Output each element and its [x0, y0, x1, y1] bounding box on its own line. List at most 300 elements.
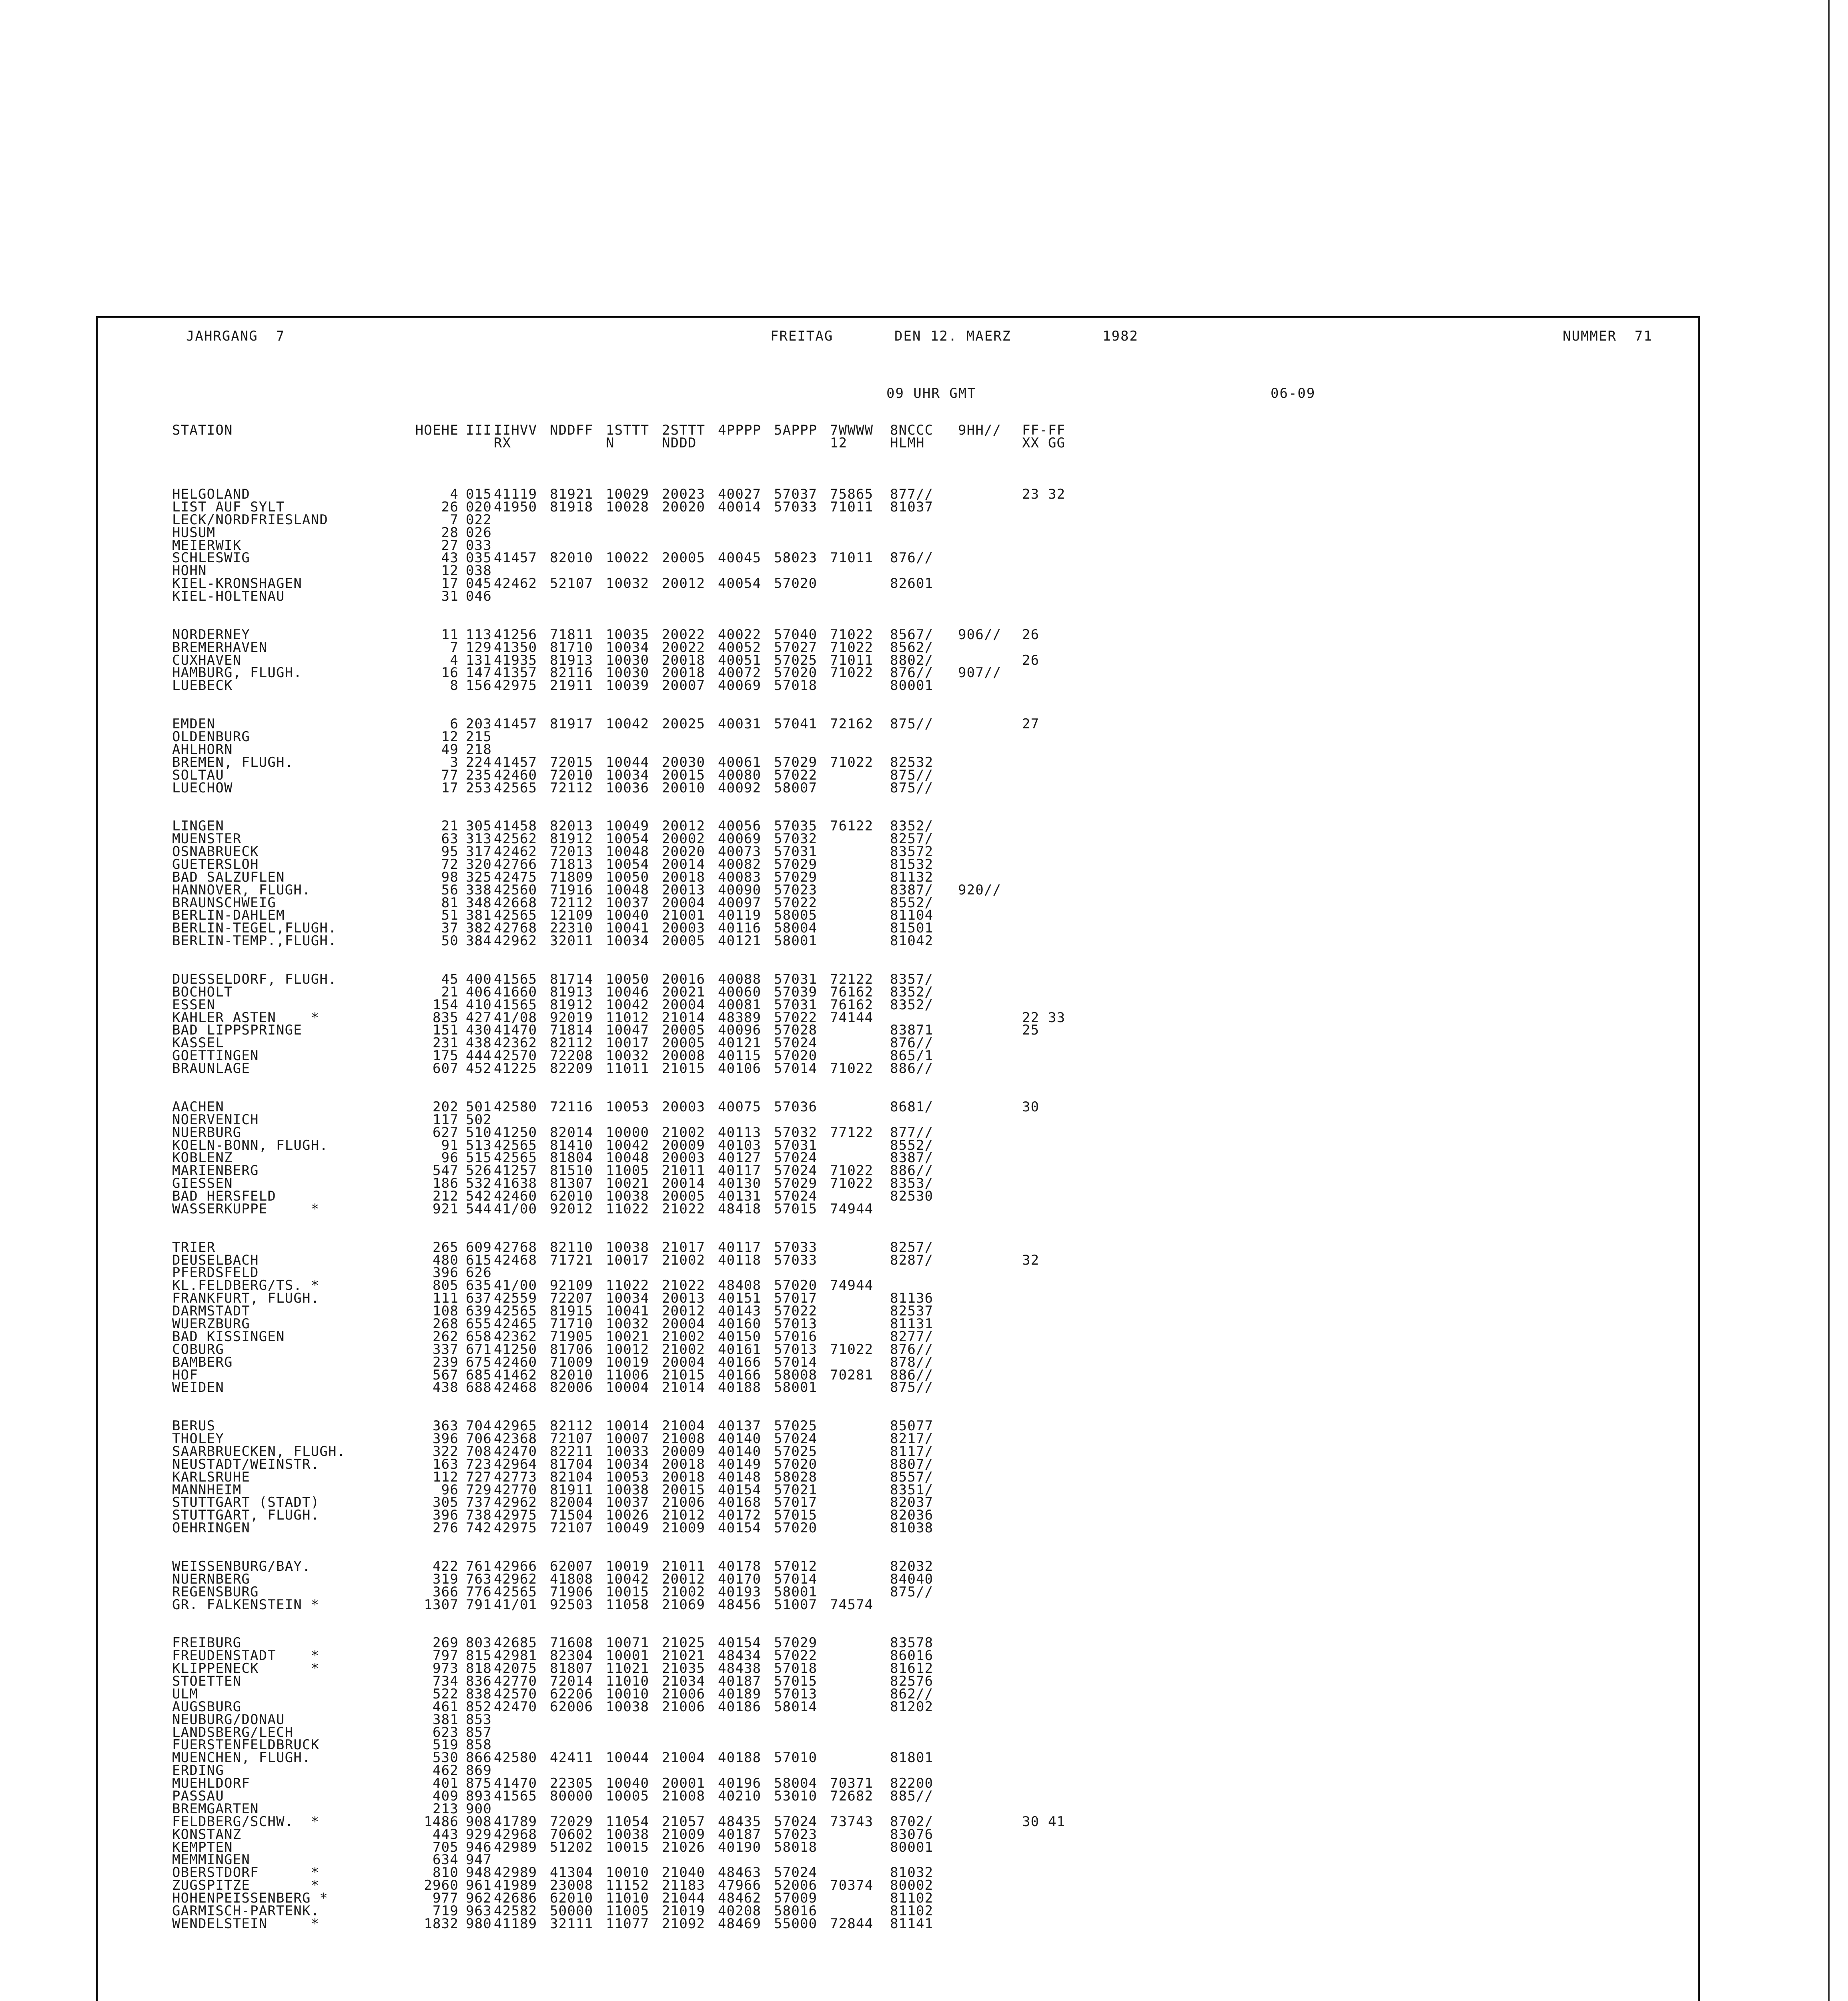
cell-col-7: 40161 [718, 1341, 762, 1357]
cell-col-3: 42962 [494, 1494, 537, 1511]
cell-col-3: 42075 [494, 1660, 537, 1677]
cell-col-3: 41789 [494, 1813, 537, 1830]
cell-col-6: 20005 [662, 1035, 706, 1051]
cell-col-4: 81912 [550, 831, 593, 847]
cell-col-1: 2960 [424, 1877, 459, 1894]
cell-col-3: 42968 [494, 1826, 537, 1843]
cell-col-2: 038 [466, 563, 492, 579]
cell-col-0: MUEHLDORF [172, 1775, 251, 1792]
cell-col-6: 20009 [662, 1443, 706, 1460]
cell-col-5: 10053 [606, 1469, 649, 1485]
cell-col-2: 218 [466, 741, 492, 758]
cell-col-6: 20012 [662, 818, 706, 834]
cell-col-8: 57023 [774, 1826, 818, 1843]
cell-col-9: 75865 [830, 486, 874, 502]
cell-col-2: 737 [466, 1494, 492, 1511]
cell-col-0: MUENCHEN, FLUGH. [172, 1750, 311, 1766]
cell-col-5: 10041 [606, 920, 649, 936]
cell-col-4: 32011 [550, 933, 593, 949]
cell-col-2: 929 [466, 1826, 492, 1843]
cell-col-8: 58001 [774, 1379, 818, 1396]
cell-col-4: 71811 [550, 626, 593, 643]
cell-col-0: KLIPPENECK * [172, 1660, 320, 1677]
cell-col-5: 11010 [606, 1673, 649, 1689]
cell-col-10: 886// [890, 1367, 934, 1383]
cell-col-6: 21002 [662, 1341, 706, 1357]
cell-col-1: 27 [441, 537, 459, 553]
cell-col-8: 57022 [774, 1303, 818, 1319]
cell-col-1: 212 [432, 1188, 459, 1205]
cell-col-1: 17 [441, 780, 459, 796]
cell-col-1: 7 [450, 511, 459, 528]
year-label: JAHRGANG 7 [186, 328, 285, 344]
cell-col-2: 406 [466, 984, 492, 1000]
cell-col-12: 30 [1022, 1099, 1040, 1115]
cell-col-6: 20022 [662, 639, 706, 656]
cell-col-4: 71809 [550, 869, 593, 885]
cell-col-4: 70602 [550, 1826, 593, 1843]
cell-col-8: 58023 [774, 550, 818, 566]
cell-col-0: GUETERSLOH [172, 856, 259, 872]
cell-col-1: 50 [441, 933, 459, 949]
cell-col-6: 20022 [662, 626, 706, 643]
cell-col-1: 6 [450, 716, 459, 732]
cell-col-8: 57018 [774, 1660, 818, 1677]
cell-col-0: KEMPTEN [172, 1839, 233, 1855]
cell-col-7: 48408 [718, 1277, 762, 1294]
cell-col-10: 8357/ [890, 971, 934, 987]
cell-col-0: SCHLESWIG [172, 550, 251, 566]
cell-col-1: 26 [441, 499, 459, 515]
column-label: NDDD [662, 435, 697, 451]
cell-col-0: STOETTEN [172, 1673, 242, 1689]
cell-col-0: BAD HERSFELD [172, 1188, 277, 1205]
cell-col-0: BERLIN-DAHLEM [172, 907, 285, 924]
cell-col-0: BERLIN-TEGEL,FLUGH. [172, 920, 337, 936]
cell-col-4: 81921 [550, 486, 593, 502]
cell-col-8: 58014 [774, 1698, 818, 1715]
cell-col-7: 40092 [718, 780, 762, 796]
cell-col-1: 396 [432, 1507, 459, 1524]
cell-col-4: 32111 [550, 1915, 593, 1932]
cell-col-10: 81032 [890, 1865, 934, 1881]
cell-col-5: 10022 [606, 550, 649, 566]
cell-col-1: 112 [432, 1469, 459, 1485]
cell-col-3: 42475 [494, 869, 537, 885]
cell-col-5: 10048 [606, 882, 649, 898]
cell-col-7: 40154 [718, 1635, 762, 1651]
cell-col-0: NORDERNEY [172, 626, 251, 643]
cell-col-4: 71813 [550, 856, 593, 872]
cell-col-8: 57020 [774, 1456, 818, 1472]
cell-col-0: KIEL-KRONSHAGEN [172, 575, 303, 592]
column-label: IIHVV [494, 422, 537, 438]
cell-col-3: 42962 [494, 933, 537, 949]
cell-col-8: 57033 [774, 499, 818, 515]
cell-col-1: 797 [432, 1648, 459, 1664]
cell-col-2: 320 [466, 856, 492, 872]
cell-col-3: 42773 [494, 1469, 537, 1485]
cell-col-2: 305 [466, 818, 492, 834]
cell-col-6: 21002 [662, 1124, 706, 1141]
cell-col-2: 803 [466, 1635, 492, 1651]
cell-col-2: 235 [466, 767, 492, 783]
cell-col-0: PFERDSFELD [172, 1265, 259, 1281]
cell-col-1: 977 [432, 1890, 459, 1907]
cell-col-0: LIST AUF SYLT [172, 499, 285, 515]
cell-col-2: 948 [466, 1865, 492, 1881]
column-label: 5APPP [774, 422, 818, 438]
cell-col-10: 81042 [890, 933, 934, 949]
cell-col-6: 21006 [662, 1494, 706, 1511]
cell-col-10: 8702/ [890, 1813, 934, 1830]
column-label: 8NCCC [890, 422, 934, 438]
cell-col-1: 627 [432, 1124, 459, 1141]
cell-col-10: 8807/ [890, 1456, 934, 1472]
cell-col-3: 42668 [494, 894, 537, 911]
cell-col-7: 40097 [718, 894, 762, 911]
station-row [172, 1915, 1102, 1932]
cell-col-0: NEUSTADT/WEINSTR. [172, 1456, 320, 1472]
cell-col-6: 21011 [662, 1163, 706, 1179]
cell-col-0: HOHENPEISSENBERG * [172, 1890, 329, 1907]
cell-col-5: 11021 [606, 1660, 649, 1677]
cell-col-0: GR. FALKENSTEIN * [172, 1596, 320, 1613]
cell-col-0: ZUGSPITZE * [172, 1877, 320, 1894]
cell-col-2: 708 [466, 1443, 492, 1460]
cell-col-9: 71011 [830, 550, 874, 566]
cell-col-8: 57020 [774, 665, 818, 681]
cell-col-7: 48456 [718, 1596, 762, 1613]
cell-col-3: 41565 [494, 996, 537, 1013]
cell-col-4: 71721 [550, 1252, 593, 1268]
group-spacer [172, 603, 1102, 629]
cell-col-2: 838 [466, 1686, 492, 1702]
cell-col-1: 422 [432, 1558, 459, 1574]
cell-col-7: 48463 [718, 1865, 762, 1881]
cell-col-6: 21022 [662, 1277, 706, 1294]
cell-col-10: 8352/ [890, 818, 934, 834]
cell-col-5: 11006 [606, 1367, 649, 1383]
cell-col-9: 72122 [830, 971, 874, 987]
cell-col-10: 875// [890, 1379, 934, 1396]
cell-col-6: 20004 [662, 1354, 706, 1370]
cell-col-9: 70371 [830, 1775, 874, 1792]
cell-col-3: 41189 [494, 1915, 537, 1932]
cell-col-2: 761 [466, 1558, 492, 1574]
cell-col-8: 57009 [774, 1890, 818, 1907]
cell-col-3: 41/01 [494, 1596, 537, 1613]
cell-col-7: 40166 [718, 1354, 762, 1370]
cell-col-5: 10048 [606, 843, 649, 860]
cell-col-10: 80002 [890, 1877, 934, 1894]
cell-col-9: 71022 [830, 626, 874, 643]
cell-col-6: 20020 [662, 499, 706, 515]
cell-col-4: 81913 [550, 984, 593, 1000]
cell-col-7: 40096 [718, 1022, 762, 1039]
cell-col-1: 77 [441, 767, 459, 783]
column-label: NDDFF [550, 422, 593, 438]
cell-col-4: 82104 [550, 1469, 593, 1485]
cell-col-0: MANNHEIM [172, 1482, 242, 1498]
cell-col-2: 544 [466, 1201, 492, 1217]
cell-col-6: 20013 [662, 882, 706, 898]
cell-col-10: 8552/ [890, 1137, 934, 1153]
cell-col-0: GARMISCH-PARTENK. [172, 1903, 320, 1919]
cell-col-2: 381 [466, 907, 492, 924]
cell-col-2: 671 [466, 1341, 492, 1357]
station-row [172, 1203, 1102, 1216]
cell-col-10: 86016 [890, 1648, 934, 1664]
station-row [172, 577, 1102, 590]
cell-col-3: 42966 [494, 1558, 537, 1574]
column-header [172, 424, 1102, 450]
cell-col-0: HELGOLAND [172, 486, 251, 502]
cell-col-9: 74944 [830, 1201, 874, 1217]
cell-col-10: 8117/ [890, 1443, 934, 1460]
cell-col-4: 81510 [550, 1163, 593, 1179]
cell-col-4: 62007 [550, 1558, 593, 1574]
cell-col-3: 42460 [494, 1354, 537, 1370]
cell-col-4: 23008 [550, 1877, 593, 1894]
cell-col-5: 10038 [606, 1188, 649, 1205]
cell-col-2: 526 [466, 1163, 492, 1179]
cell-col-4: 82006 [550, 1379, 593, 1396]
cell-col-6: 20018 [662, 869, 706, 885]
cell-col-9: 72844 [830, 1915, 874, 1932]
station-row [172, 1381, 1102, 1394]
cell-col-8: 57033 [774, 1252, 818, 1268]
cell-col-8: 57013 [774, 1341, 818, 1357]
cell-col-6: 21014 [662, 1009, 706, 1026]
cell-col-7: 40069 [718, 831, 762, 847]
cell-col-9: 71022 [830, 1341, 874, 1357]
year: 1982 [1102, 328, 1138, 344]
cell-col-3: 42565 [494, 907, 537, 924]
cell-col-6: 21015 [662, 1367, 706, 1383]
cell-col-7: 40208 [718, 1903, 762, 1919]
cell-col-1: 95 [441, 843, 459, 860]
cell-col-10: 875// [890, 780, 934, 796]
cell-col-4: 71905 [550, 1328, 593, 1345]
cell-col-8: 57013 [774, 1686, 818, 1702]
cell-col-6: 20004 [662, 894, 706, 911]
cell-col-1: 21 [441, 984, 459, 1000]
cell-col-3: 41458 [494, 818, 537, 834]
cell-col-7: 40118 [718, 1252, 762, 1268]
cell-col-8: 57041 [774, 716, 818, 732]
column-header-line-2 [172, 437, 1102, 450]
cell-col-10: 82037 [890, 1494, 934, 1511]
cell-col-8: 57024 [774, 1431, 818, 1447]
cell-col-3: 42686 [494, 1890, 537, 1907]
cell-col-7: 40082 [718, 856, 762, 872]
cell-col-1: 31 [441, 588, 459, 605]
cell-col-8: 57020 [774, 1048, 818, 1064]
cell-col-5: 10037 [606, 894, 649, 911]
cell-col-5: 10030 [606, 665, 649, 681]
cell-col-4: 80000 [550, 1788, 593, 1804]
cell-col-10: 8257/ [890, 831, 934, 847]
cell-col-4: 72208 [550, 1048, 593, 1064]
group-spacer [172, 1612, 1102, 1637]
cell-col-3: 42565 [494, 1303, 537, 1319]
cell-col-1: 805 [432, 1277, 459, 1294]
cell-col-2: 022 [466, 511, 492, 528]
cell-col-4: 81714 [550, 971, 593, 987]
cell-col-8: 57029 [774, 1175, 818, 1192]
cell-col-3: 41565 [494, 971, 537, 987]
cell-col-7: 40188 [718, 1379, 762, 1396]
cell-col-6: 21004 [662, 1750, 706, 1766]
cell-col-10: 82576 [890, 1673, 934, 1689]
station-row [172, 1711, 1102, 1728]
cell-col-1: 396 [432, 1431, 459, 1447]
cell-col-10: 81612 [890, 1660, 934, 1677]
cell-col-4: 62206 [550, 1686, 593, 1702]
cell-col-6: 21015 [662, 1061, 706, 1077]
cell-col-0: WEISSENBURG/BAY. [172, 1558, 311, 1574]
cell-col-0: DUESSELDORF, FLUGH. [172, 971, 337, 987]
cell-col-5: 10010 [606, 1686, 649, 1702]
cell-col-10: 82601 [890, 575, 934, 592]
cell-col-7: 40052 [718, 639, 762, 656]
cell-col-0: KONSTANZ [172, 1826, 242, 1843]
group-spacer [172, 794, 1102, 820]
cell-col-10: 83076 [890, 1826, 934, 1843]
cell-col-5: 10032 [606, 1315, 649, 1332]
cell-col-7: 40168 [718, 1494, 762, 1511]
cell-col-6: 21183 [662, 1877, 706, 1894]
group-spacer [172, 692, 1102, 718]
cell-col-6: 20023 [662, 486, 706, 502]
cell-col-1: 186 [432, 1175, 459, 1192]
cell-col-1: 51 [441, 907, 459, 924]
cell-col-0: BAMBERG [172, 1354, 233, 1370]
cell-col-3: 42989 [494, 1839, 537, 1855]
cell-col-7: 40187 [718, 1826, 762, 1843]
cell-col-4: 82112 [550, 1418, 593, 1434]
cell-col-1: 43 [441, 550, 459, 566]
cell-col-8: 57025 [774, 1443, 818, 1460]
cell-col-5: 11010 [606, 1890, 649, 1907]
cell-col-1: 363 [432, 1418, 459, 1434]
cell-col-2: 742 [466, 1520, 492, 1536]
cell-col-7: 48418 [718, 1201, 762, 1217]
cell-col-6: 20004 [662, 996, 706, 1013]
cell-col-0: ERDING [172, 1762, 224, 1779]
cell-col-4: 51202 [550, 1839, 593, 1855]
cell-col-7: 40193 [718, 1584, 762, 1600]
cell-col-10: 875// [890, 767, 934, 783]
cell-col-9: 70374 [830, 1877, 874, 1894]
cell-col-9: 71022 [830, 1163, 874, 1179]
cell-col-0: PASSAU [172, 1788, 224, 1804]
cell-col-9: 71022 [830, 1175, 874, 1192]
cell-col-7: 40189 [718, 1686, 762, 1702]
cell-col-1: 81 [441, 894, 459, 911]
station-row [172, 728, 1102, 745]
cell-col-2: 852 [466, 1698, 492, 1715]
station-row [172, 1063, 1102, 1075]
cell-col-5: 11152 [606, 1877, 649, 1894]
cell-col-5: 10001 [606, 1648, 649, 1664]
cell-col-6: 20014 [662, 856, 706, 872]
cell-col-0: AHLHORN [172, 741, 233, 758]
cell-col-3: 42770 [494, 1482, 537, 1498]
cell-col-8: 58005 [774, 907, 818, 924]
cell-col-3: 42468 [494, 1379, 537, 1396]
cell-col-4: 82116 [550, 665, 593, 681]
cell-col-10: 8287/ [890, 1252, 934, 1268]
cell-col-4: 72014 [550, 1673, 593, 1689]
station-row [172, 1101, 1102, 1114]
cell-col-10: 81132 [890, 869, 934, 885]
cell-col-3: 42768 [494, 920, 537, 936]
cell-col-0: BREMERHAVEN [172, 639, 268, 656]
column-label: RX [494, 435, 511, 451]
cell-col-4: 81307 [550, 1175, 593, 1192]
cell-col-12: 30 41 [1022, 1813, 1066, 1830]
cell-col-5: 10015 [606, 1839, 649, 1855]
cell-col-8: 57031 [774, 971, 818, 987]
cell-col-7: 40090 [718, 882, 762, 898]
cell-col-5: 10019 [606, 1354, 649, 1370]
cell-col-4: 72107 [550, 1431, 593, 1447]
cell-col-2: 026 [466, 524, 492, 541]
cell-col-0: SOLTAU [172, 767, 224, 783]
cell-col-2: 893 [466, 1788, 492, 1804]
cell-col-0: SAARBRUECKEN, FLUGH. [172, 1443, 346, 1460]
cell-col-4: 71009 [550, 1354, 593, 1370]
cell-col-0: ESSEN [172, 996, 216, 1013]
cell-col-5: 10034 [606, 639, 649, 656]
cell-col-7: 40073 [718, 843, 762, 860]
cell-col-7: 48462 [718, 1890, 762, 1907]
cell-col-0: LECK/NORDFRIESLAND [172, 511, 329, 528]
cell-col-6: 20003 [662, 1150, 706, 1166]
cell-col-1: 111 [432, 1290, 459, 1307]
cell-col-0: BREMEN, FLUGH. [172, 754, 294, 770]
cell-col-5: 11012 [606, 1009, 649, 1026]
cell-col-1: 734 [432, 1673, 459, 1689]
cell-col-8: 57022 [774, 767, 818, 783]
cell-col-7: 40014 [718, 499, 762, 515]
cell-col-1: 239 [432, 1354, 459, 1370]
cell-col-2: 510 [466, 1124, 492, 1141]
cell-col-1: 438 [432, 1379, 459, 1396]
cell-col-6: 21009 [662, 1826, 706, 1843]
cell-col-10: 85077 [890, 1418, 934, 1434]
cell-col-3: 41457 [494, 550, 537, 566]
cell-col-0: FUERSTENFELDBRUCK [172, 1737, 320, 1753]
cell-col-3: 42570 [494, 1686, 537, 1702]
cell-col-2: 045 [466, 575, 492, 592]
cell-col-0: KARLSRUHE [172, 1469, 251, 1485]
cell-col-3: 41989 [494, 1877, 537, 1894]
cell-col-1: 262 [432, 1328, 459, 1345]
cell-col-6: 20003 [662, 920, 706, 936]
cell-col-3: 41/00 [494, 1277, 537, 1294]
cell-col-12: 32 [1022, 1252, 1040, 1268]
cell-col-0: HAMBURG, FLUGH. [172, 665, 303, 681]
cell-col-1: 265 [432, 1239, 459, 1255]
cell-col-2: 857 [466, 1724, 492, 1740]
cell-col-9: 71022 [830, 1061, 874, 1077]
column-label: N [606, 435, 615, 451]
group-spacer [172, 1075, 1102, 1101]
cell-col-6: 21002 [662, 1584, 706, 1600]
